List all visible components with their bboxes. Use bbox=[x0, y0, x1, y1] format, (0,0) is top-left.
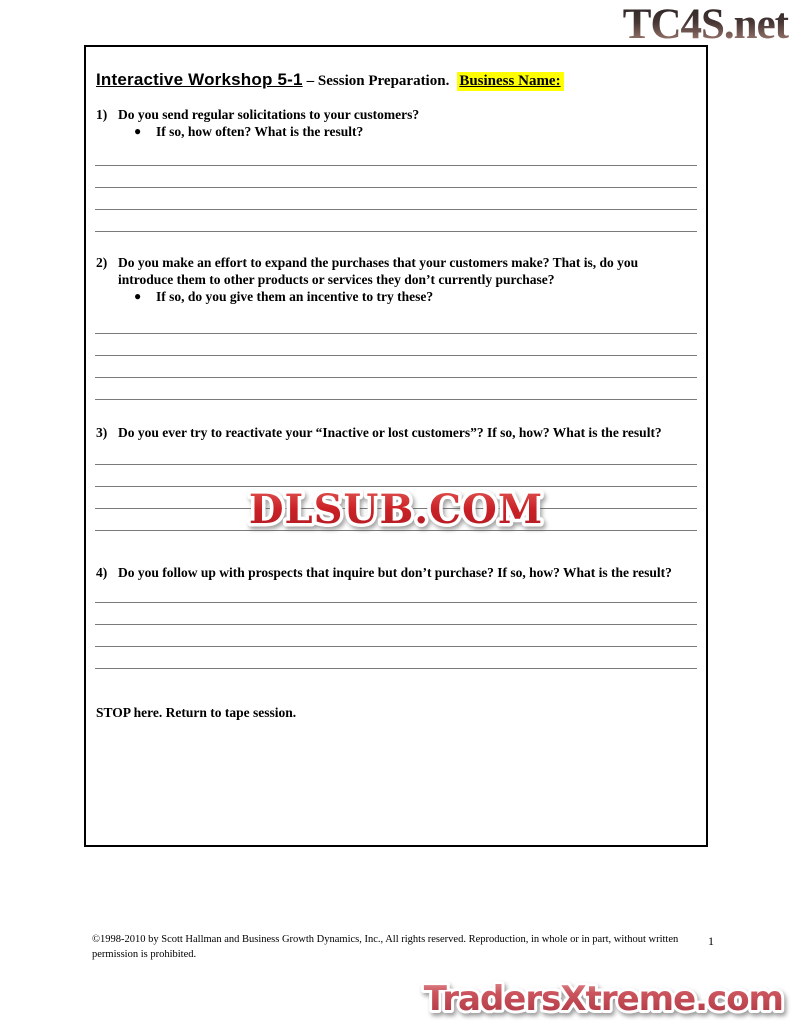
answer-line bbox=[95, 625, 697, 647]
tc4s-watermark bbox=[590, 0, 790, 48]
question-number: 4) bbox=[96, 565, 108, 580]
answer-line bbox=[95, 581, 697, 603]
answer-line bbox=[95, 188, 697, 210]
question-row bbox=[94, 564, 698, 581]
question-row bbox=[94, 424, 698, 441]
question-number: 3) bbox=[96, 425, 108, 440]
answer-line bbox=[95, 356, 697, 378]
question-text: Do you follow up with prospects that inquire but don’t purchase? If so, how? What is the result? bbox=[118, 565, 672, 580]
worksheet-title-row bbox=[96, 70, 698, 90]
stop-instruction: STOP here. Return to tape session. bbox=[96, 705, 297, 720]
tradersxtreme-watermark bbox=[423, 971, 789, 1023]
question-block bbox=[94, 254, 698, 400]
answer-line bbox=[95, 465, 697, 487]
tradersxtreme-watermark-text: TradersXtreme.com bbox=[423, 979, 783, 1019]
question-block bbox=[94, 564, 698, 669]
questions-container bbox=[94, 106, 698, 669]
answer-line bbox=[95, 144, 697, 166]
answer-lines-group bbox=[95, 581, 697, 669]
question-bullet-text: If so, do you give them an incentive to try these? bbox=[156, 289, 434, 304]
question-number: 2) bbox=[96, 255, 108, 270]
tradersxtreme-watermark-graphic bbox=[423, 971, 789, 1023]
bullet-icon: ● bbox=[134, 124, 142, 138]
question-text: Do you send regular solicitations to your customers? bbox=[118, 107, 420, 122]
question-number: 1) bbox=[96, 107, 108, 122]
answer-line bbox=[95, 378, 697, 400]
answer-line bbox=[95, 443, 697, 465]
answer-lines-group bbox=[95, 312, 697, 400]
dlsub-watermark-text: DLSUB.COM bbox=[248, 486, 543, 533]
business-name-label: Business Name: bbox=[457, 72, 563, 91]
question-text: Do you ever try to reactivate your “Inactive or lost customers”? If so, how? What is the result? bbox=[118, 425, 662, 440]
answer-line bbox=[95, 334, 697, 356]
answer-line bbox=[95, 166, 697, 188]
question-row bbox=[94, 106, 698, 123]
answer-lines-group bbox=[95, 144, 697, 232]
question-block bbox=[94, 424, 698, 531]
answer-line bbox=[95, 647, 697, 669]
question-bullet-row bbox=[134, 123, 698, 140]
question-text: Do you make an effort to expand the purchases that your customers make? That is, do you introduce them to other products or services they don’t currently purchase? bbox=[118, 255, 639, 287]
worksheet-frame bbox=[84, 45, 708, 847]
answer-line bbox=[95, 603, 697, 625]
worksheet-subtitle: – Session Preparation. bbox=[306, 73, 450, 89]
question-row bbox=[94, 254, 698, 288]
question-block bbox=[94, 106, 698, 232]
answer-line bbox=[95, 509, 697, 531]
answer-lines-group bbox=[95, 443, 697, 531]
worksheet-title: Interactive Workshop 5-1 bbox=[96, 70, 303, 89]
bullet-icon: ● bbox=[134, 289, 142, 303]
question-bullet-text: If so, how often? What is the result? bbox=[156, 124, 364, 139]
page-number: 1 bbox=[708, 934, 714, 948]
answer-line bbox=[95, 312, 697, 334]
question-bullet-row bbox=[134, 288, 698, 305]
tc4s-watermark-graphic bbox=[590, 0, 790, 48]
answer-line bbox=[95, 487, 697, 509]
copyright-notice: ©1998-2010 by Scott Hallman and Business Growth Dynamics, Inc., All rights reserved. Reproduction, in whole or in part, without written permission is prohibited. bbox=[92, 934, 679, 960]
answer-line bbox=[95, 210, 697, 232]
tc4s-watermark-text: TC4S.net bbox=[622, 1, 788, 48]
